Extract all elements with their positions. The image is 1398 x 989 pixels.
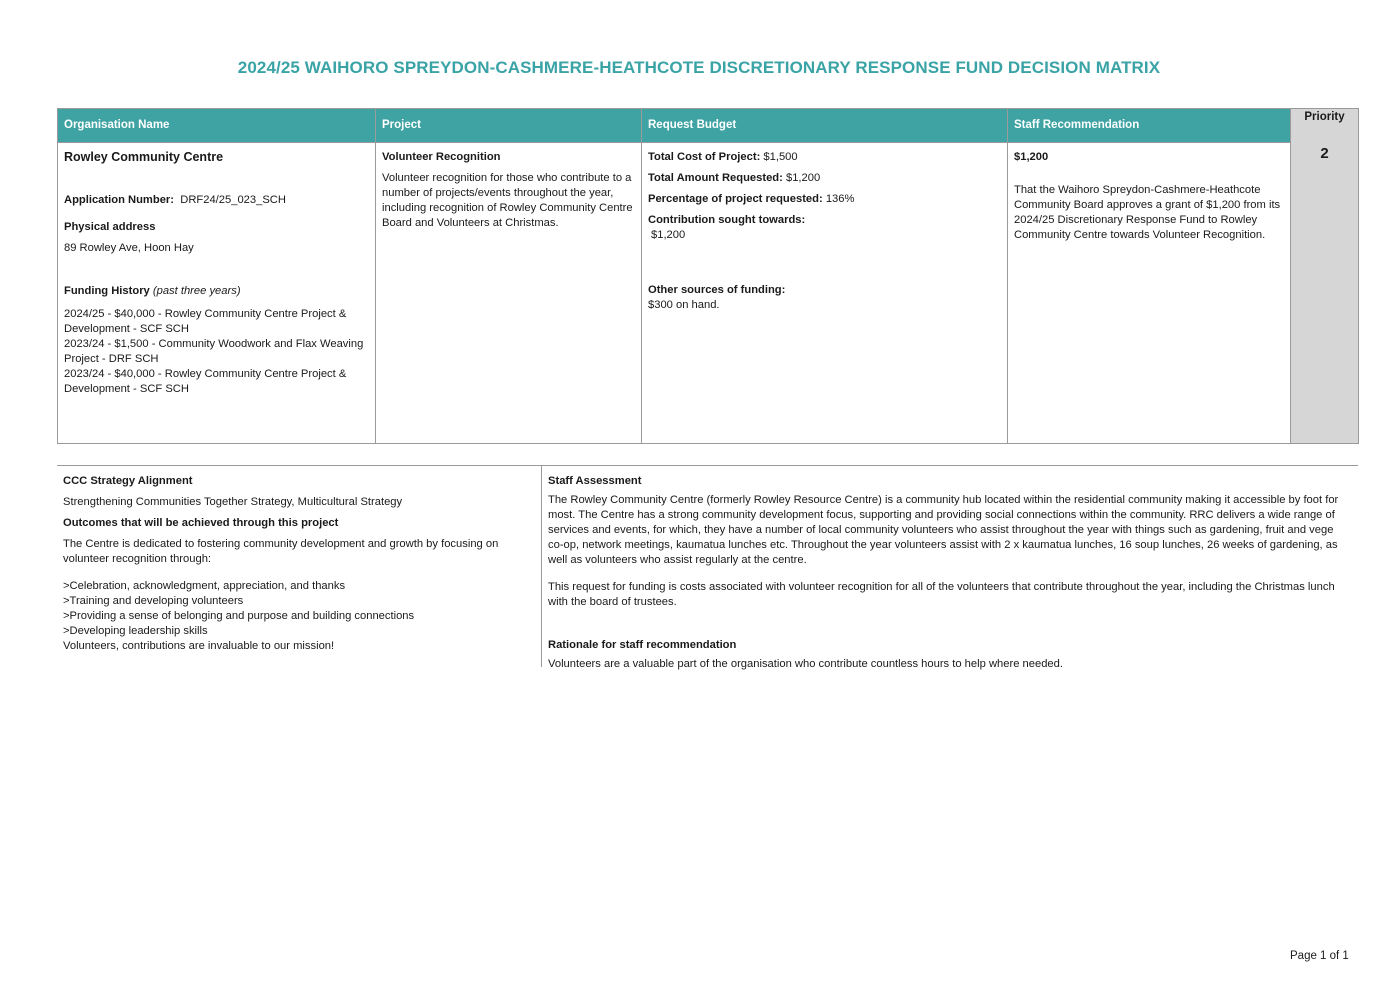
header-priority: Priority — [1291, 109, 1359, 143]
outcome-item: >Developing leadership skills — [63, 625, 208, 637]
funding-history-item: 2023/24 - $1,500 - Community Woodwork and Flax Weaving Project - DRF SCH — [64, 337, 364, 365]
contribution-value: $1,200 — [651, 228, 686, 241]
outcome-item: Volunteers, contributions are invaluable to our mission! — [63, 640, 335, 652]
budget-cell — [642, 142, 1008, 444]
other-sources-label: Other sources of funding: — [648, 283, 786, 296]
assessment-paragraph-1: The Rowley Community Centre (formerly Rowley Resource Centre) is a community hub located within the residential community making it accessible by foot for most. The Centre has a strong community development focus, supporting and providing social connections within the community. RRC delivers a wide range of services and events, for which, they have a number of local community volunteers who assist throughout the year with things such as gardening, fruit and vege co-op, network meetings, kaumatua lunches etc. Throughout the year volunteers assist with 2 x kaumatua lunches, 16 soup lunches, 26 weeks of gardening, as well as volunteers who assist regularly at the centre. — [548, 494, 1339, 566]
total-cost: Total Cost of Project: $1,500 — [648, 150, 798, 163]
assessment-section — [57, 465, 1358, 670]
project-cell — [376, 142, 642, 444]
percentage-requested: Percentage of project requested: 136% — [648, 192, 855, 205]
priority-cell: 2 — [1291, 142, 1359, 444]
other-sources-value: $300 on hand. — [648, 298, 720, 311]
project-name: Volunteer Recognition — [382, 150, 501, 163]
outcomes-intro: The Centre is dedicated to fostering community development and growth by focusing on volunteer recognition through: — [63, 538, 499, 565]
address-label: Physical address — [64, 220, 156, 233]
total-requested: Total Amount Requested: $1,200 — [648, 171, 821, 184]
outcome-item: >Training and developing volunteers — [63, 595, 244, 607]
address-value: 89 Rowley Ave, Hoon Hay — [64, 241, 194, 254]
outcome-item: >Providing a sense of belonging and purpose and building connections — [63, 610, 415, 622]
header-budget: Request Budget — [642, 109, 1008, 143]
funding-history-heading: Funding History (past three years) — [64, 284, 241, 297]
organisation-name: Rowley Community Centre — [64, 149, 224, 164]
rationale-text: Volunteers are a valuable part of the organisation who contribute countless hours to help where needed. — [548, 658, 1063, 670]
outcomes-label: Outcomes that will be achieved through this project — [63, 517, 339, 529]
application-number: Application Number: DRF24/25_023_SCH — [64, 193, 286, 206]
matrix-data-row — [58, 142, 1359, 444]
page-number: Page 1 of 1 — [1290, 950, 1349, 962]
contribution-label: Contribution sought towards: — [648, 213, 806, 226]
outcome-item: >Celebration, acknowledgment, appreciation, and thanks — [63, 580, 346, 592]
recommendation-cell — [1008, 142, 1291, 444]
organisation-cell — [58, 142, 376, 444]
header-organisation: Organisation Name — [58, 109, 376, 143]
assessment-paragraph-2: This request for funding is costs associated with volunteer recognition for all of the volunteers that contribute throughout the year, including the Christmas lunch with the board of trustees. — [548, 581, 1335, 608]
project-description: Volunteer recognition for those who contribute to a number of projects/events throughout the year, including recognition of Rowley Community Centre Board and Volunteers at Christmas. — [382, 171, 633, 229]
strategy-alignment-value: Strengthening Communities Together Strategy, Multicultural Strategy — [63, 496, 403, 508]
recommended-amount: $1,200 — [1014, 150, 1049, 163]
header-recommendation: Staff Recommendation — [1008, 109, 1291, 143]
staff-assessment-label: Staff Assessment — [548, 475, 642, 487]
recommendation-text: That the Waihoro Spreydon-Cashmere-Heathcote Community Board approves a grant of $1,200 from its 2024/25 Discretionary Response Fund to Rowley Community Centre towards Volunteer Recognition. — [1014, 183, 1281, 241]
strategy-column — [57, 466, 542, 667]
decision-matrix-table — [57, 108, 1359, 444]
rationale-label: Rationale for staff recommendation — [548, 639, 737, 651]
document-title: 2024/25 WAIHORO SPREYDON-CASHMERE-HEATHCOTE DISCRETIONARY RESPONSE FUND DECISION MATRIX — [237, 58, 1161, 77]
funding-history-item: 2023/24 - $40,000 - Rowley Community Centre Project & Development - SCF SCH — [64, 367, 347, 395]
funding-history-item: 2024/25 - $40,000 - Rowley Community Centre Project & Development - SCF SCH — [64, 307, 347, 335]
staff-assessment-column — [542, 466, 1358, 670]
strategy-alignment-label: CCC Strategy Alignment — [63, 475, 193, 487]
header-project: Project — [376, 109, 642, 143]
matrix-header-row — [58, 109, 1359, 143]
